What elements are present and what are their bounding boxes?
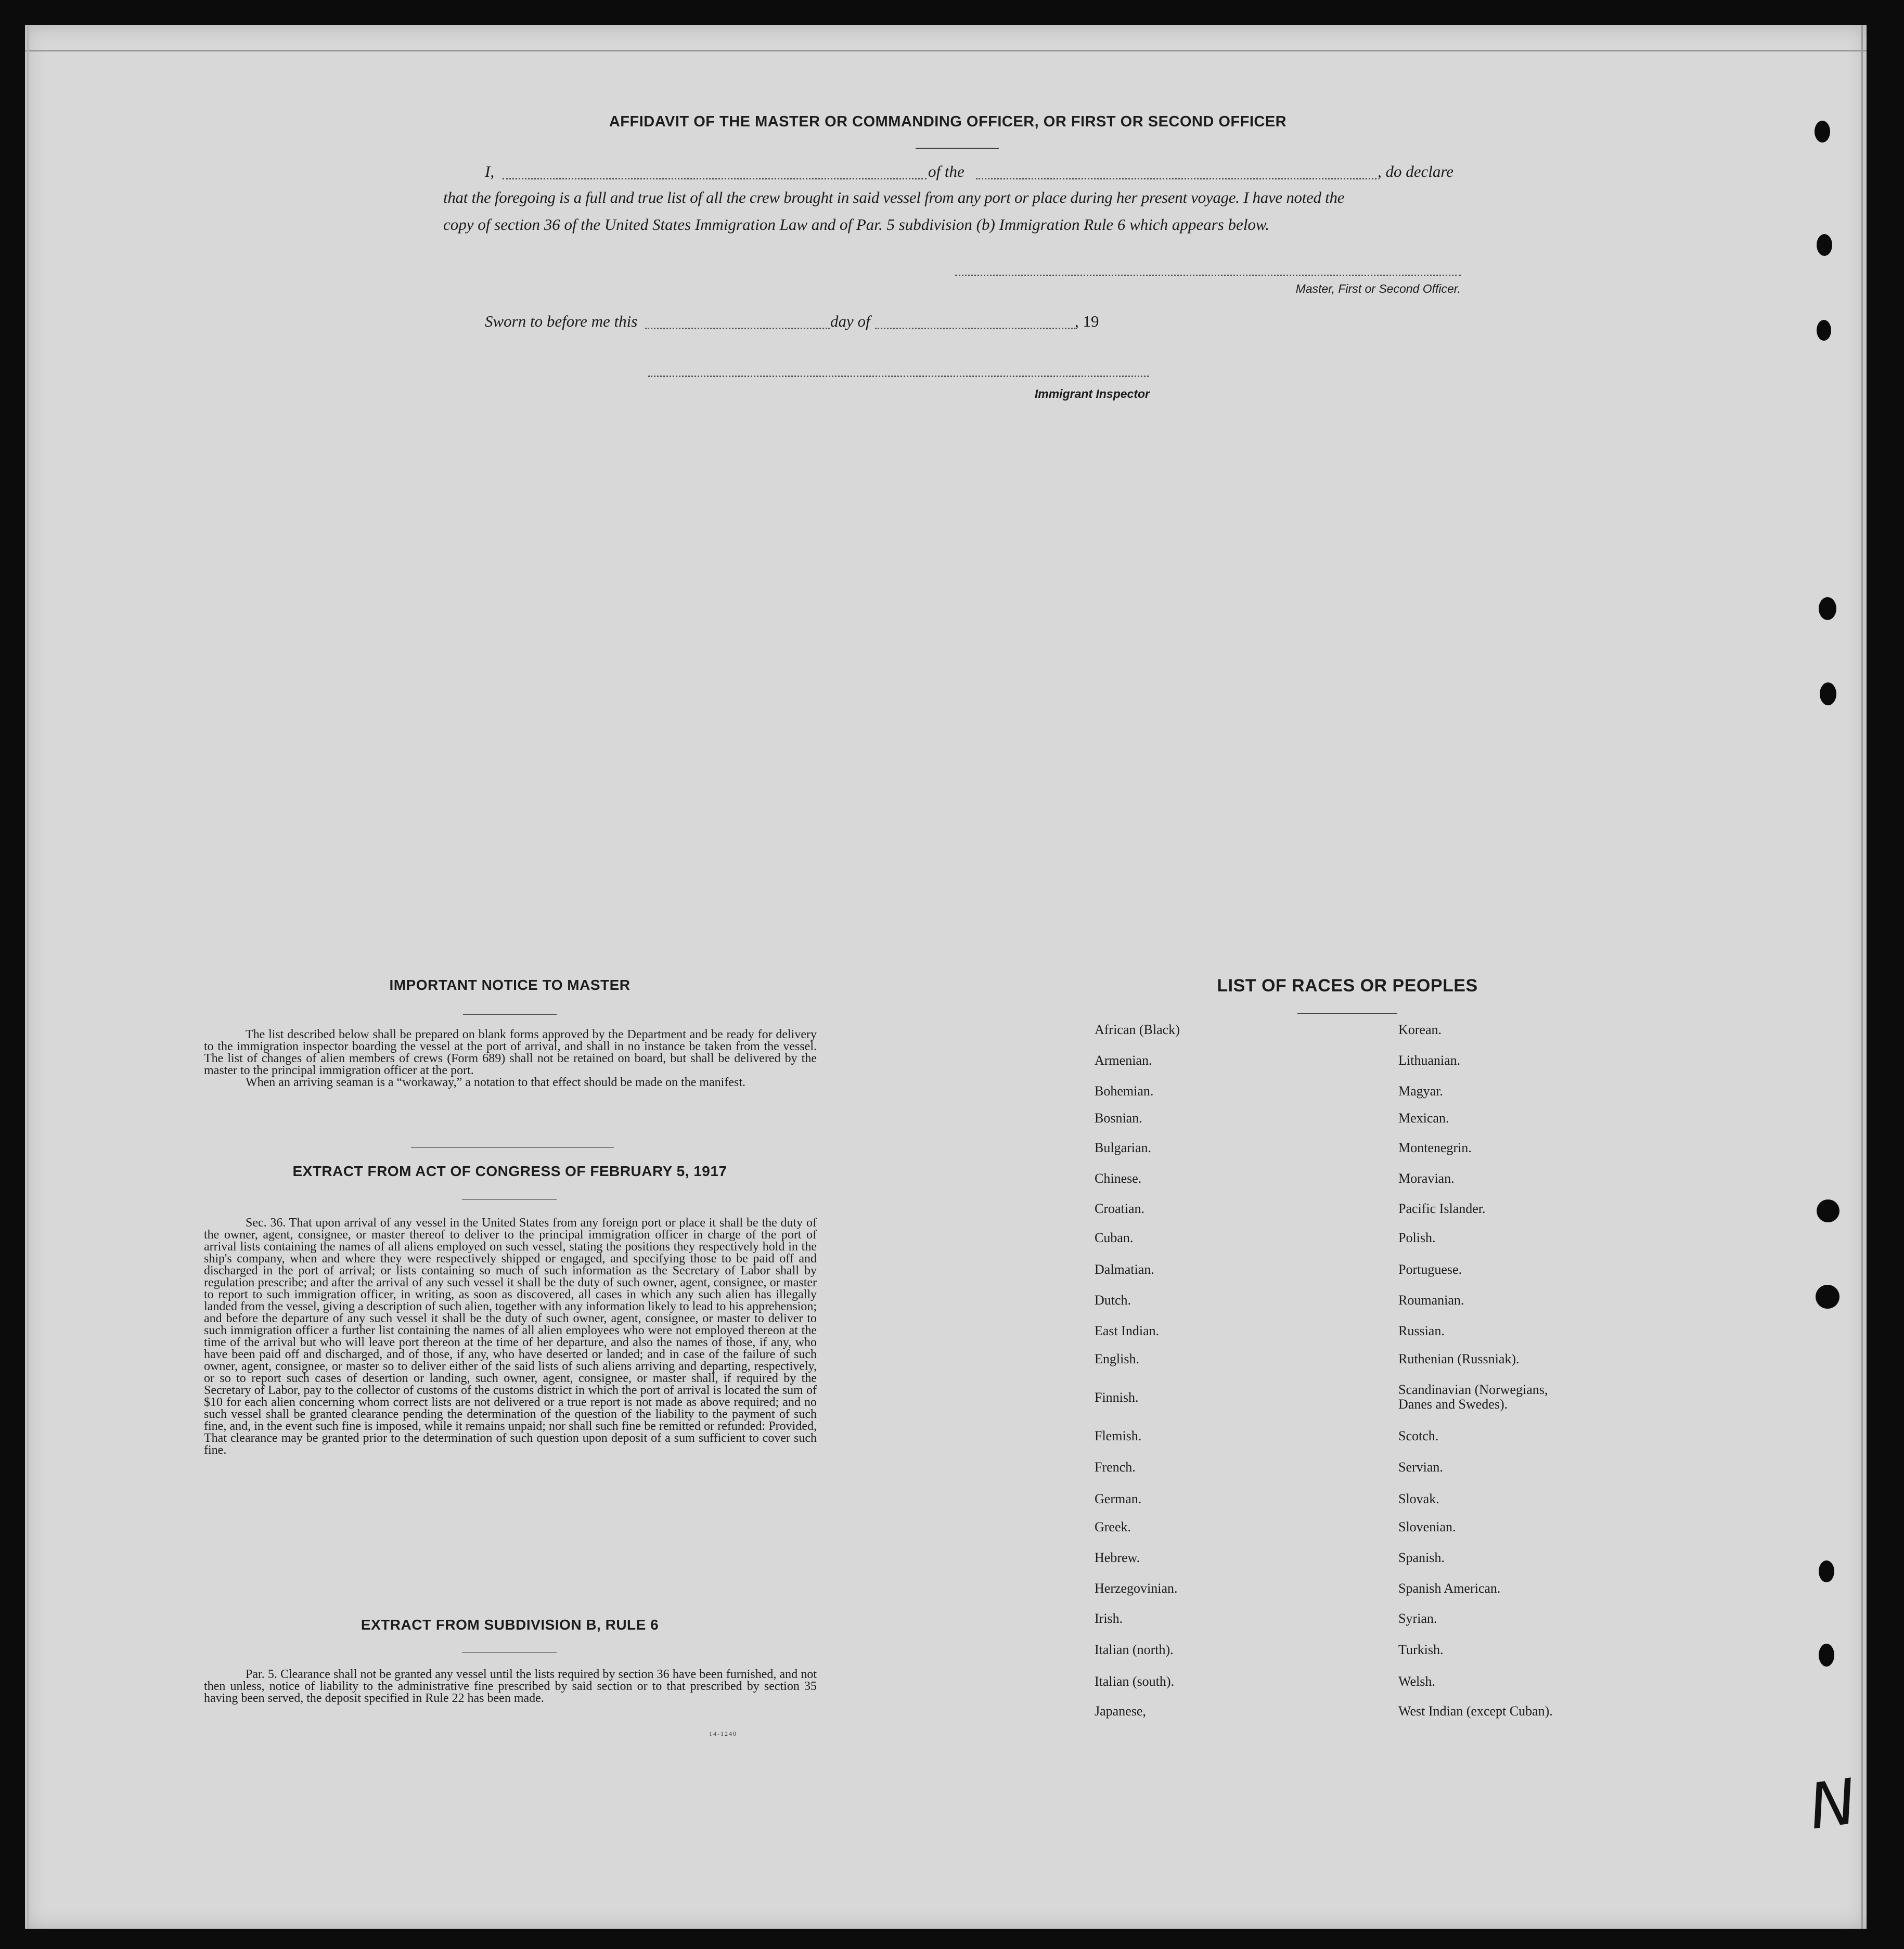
binder-hole <box>1817 234 1832 256</box>
rule-title: EXTRACT FROM SUBDIVISION B, RULE 6 <box>361 1617 659 1633</box>
race-item: Dalmatian. <box>1095 1262 1154 1277</box>
race-item: Greek. <box>1095 1519 1131 1534</box>
section-divider <box>411 1147 614 1148</box>
race-item: Hebrew. <box>1095 1550 1140 1565</box>
race-item: Scandinavian (Norwegians, Danes and Swedes). <box>1398 1382 1548 1412</box>
handwritten-mark: N <box>1804 1765 1861 1844</box>
master-signature-line[interactable] <box>955 275 1461 276</box>
races-title: LIST OF RACES OR PEOPLES <box>1217 976 1478 996</box>
race-item: Japanese, <box>1095 1703 1146 1719</box>
affidavit-title-rule <box>916 148 999 149</box>
document-page <box>25 25 1867 1929</box>
notice-title: IMPORTANT NOTICE TO MASTER <box>389 977 631 993</box>
race-item: Spanish. <box>1398 1550 1445 1565</box>
race-item: Chinese. <box>1095 1171 1142 1186</box>
page-edge-right <box>1861 25 1863 1929</box>
rule-paragraph: Par. 5. Clearance shall not be granted any vessel until the lists required by section 36 have been furnished, and not then unless, notice of liability to the administrative fine prescribed by said section or to that prescribed by section 35 having been served, the deposit specified in Rule 22 has been made. <box>204 1668 817 1705</box>
race-item: Pacific Islander. <box>1398 1201 1486 1216</box>
rule-title-rule <box>462 1652 557 1653</box>
race-item: Servian. <box>1398 1460 1443 1475</box>
race-item: Irish. <box>1095 1611 1123 1626</box>
race-item: Cuban. <box>1095 1230 1134 1245</box>
race-item: Italian (north). <box>1095 1642 1174 1657</box>
master-signature-caption: Master, First or Second Officer. <box>1295 282 1461 295</box>
sworn-day-blank[interactable] <box>645 328 830 329</box>
print-code: 14-1240 <box>709 1730 737 1737</box>
race-item: Finnish. <box>1095 1390 1139 1405</box>
race-item: Armenian. <box>1095 1053 1152 1068</box>
race-item: Bulgarian. <box>1095 1140 1152 1155</box>
binder-hole <box>1819 597 1836 620</box>
race-item: Spanish American. <box>1398 1581 1501 1596</box>
act-paragraph: Sec. 36. That upon arrival of any vessel in the United States from any foreign port or place it shall be the duty of the owner, agent, consignee, or master thereof to deliver to the principal immigration officer in charge of the port of arrival lists containing the names of all aliens employed on such vessel, stating the positions they respectively hold in the ship's company, when and where they were respectively shipped or engaged, and specifying those to be paid off and discharged in the port of arrival; or lists containing so much of such information as the Secretary of Labor shall by regulation prescribe; and after the arrival of any such vessel it shall be the duty of such owner, agent, consignee, or master to report to such immigration officer, in writing, as soon as discovered, all cases in which any such alien has illegally landed from the vessel, giving a description of such alien, together with any information likely to lead to his apprehension; and before the departure of any such vessel it shall be the duty of such owner, agent, consignee, or master to deliver to such immigration officer a further list containing the names of all alien employees who were not employed thereon at the time of the arrival but who will leave port thereon at the time of her departure, and also the names of those, if any, who have been paid off and discharged, and of those, if any, who have deserted or landed; and in case of the failure of such owner, agent, consignee, or master so to deliver either of the said lists of such aliens arriving and departing, respectively, or so to report such cases of desertion or landing, such owner, agent, consignee, or master shall, if required by the Secretary of Labor, pay to the collector of customs of the customs district in which the port of arrival is located the sum of $10 for each alien concerning whom correct lists are not delivered or a true report is not made as above required; and no such vessel shall be granted clearance pending the determination of the question of the liability to the payment of such fine, and, in the event such fine is imposed, while it remains unpaid; nor shall such fine be remitted or refunded: Provided, That clearance may be granted prior to the determination of such question upon deposit of a sum sufficient to cover such fine. <box>204 1216 817 1457</box>
year-label: , 19 <box>1075 312 1099 330</box>
binder-hole <box>1820 682 1836 705</box>
race-item: Roumanian. <box>1398 1293 1464 1308</box>
race-item: Syrian. <box>1398 1611 1437 1626</box>
race-item: Russian. <box>1398 1323 1445 1338</box>
page-edge-top <box>25 50 1867 51</box>
notice-body <box>204 1029 817 1089</box>
race-item: Magyar. <box>1398 1083 1443 1099</box>
notice-paragraph: The list described below shall be prepared on blank forms approved by the Department and be ready for delivery to the immigration inspector boarding the vessel at the port of arrival, and shall in no instance be taken from the vessel. The list of changes of alien members of crews (Form 689) shall not be retained on board, but shall be delivered by the master to the principal immigration officer at the port. <box>204 1028 817 1077</box>
race-item: Lithuanian. <box>1398 1053 1461 1068</box>
race-item: French. <box>1095 1460 1136 1475</box>
affidavit-of-the-label: of the <box>928 162 964 180</box>
race-item: Slovak. <box>1398 1491 1439 1506</box>
day-of-label: day of <box>830 312 870 330</box>
race-item: African (Black) <box>1095 1022 1180 1037</box>
binder-hole <box>1815 121 1830 143</box>
vessel-blank[interactable] <box>976 178 1376 179</box>
race-item: Turkish. <box>1398 1642 1444 1657</box>
race-item: Scotch. <box>1398 1428 1439 1443</box>
page-edge-left <box>27 25 29 1929</box>
sworn-label: Sworn to before me this <box>485 312 638 330</box>
race-item: Italian (south). <box>1095 1674 1175 1689</box>
sworn-month-blank[interactable] <box>875 328 1075 329</box>
affidavit-declare-label: , do declare <box>1378 162 1454 180</box>
binder-hole <box>1817 320 1831 341</box>
race-item: Croatian. <box>1095 1201 1145 1216</box>
rule-body <box>204 1669 817 1705</box>
inspector-signature-line[interactable] <box>648 376 1149 377</box>
race-item: Bohemian. <box>1095 1083 1154 1099</box>
race-item: Slovenian. <box>1398 1519 1456 1534</box>
races-title-rule <box>1297 1013 1397 1014</box>
race-item: Dutch. <box>1095 1293 1131 1308</box>
inspector-caption: Immigrant Inspector <box>1034 387 1150 401</box>
race-item: Polish. <box>1398 1230 1436 1245</box>
affidavit-body-line1: that the foregoing is a full and true list of all the crew brought in said vessel from any port or place during her present voyage. I have noted the <box>443 188 1345 206</box>
race-item: Mexican. <box>1398 1111 1449 1126</box>
race-item: Welsh. <box>1398 1674 1435 1689</box>
race-item: Portuguese. <box>1398 1262 1462 1277</box>
binder-hole <box>1819 1560 1834 1582</box>
race-item: Moravian. <box>1398 1171 1455 1186</box>
act-body <box>204 1217 817 1456</box>
race-item: English. <box>1095 1351 1139 1366</box>
affidavit-title: AFFIDAVIT OF THE MASTER OR COMMANDING OFFICER, OR FIRST OR SECOND OFFICER <box>609 113 1287 130</box>
affidavit-body-line2: copy of section 36 of the United States Immigration Law and of Par. 5 subdivision (b) Immigration Rule 6 which appears below. <box>443 215 1270 234</box>
race-item: Korean. <box>1398 1022 1442 1037</box>
binder-hole <box>1819 1644 1834 1667</box>
race-item: Montenegrin. <box>1398 1140 1472 1155</box>
notice-title-rule <box>463 1014 557 1015</box>
race-item: Flemish. <box>1095 1428 1142 1443</box>
race-item: West Indian (except Cuban). <box>1398 1703 1553 1719</box>
binder-hole <box>1816 1285 1839 1309</box>
affidavit-i-label: I, <box>485 162 495 180</box>
race-item: Bosnian. <box>1095 1111 1142 1126</box>
binder-hole <box>1817 1199 1839 1222</box>
name-blank[interactable] <box>503 178 927 179</box>
act-title: EXTRACT FROM ACT OF CONGRESS OF FEBRUARY 5, 1917 <box>292 1163 727 1179</box>
race-item: Ruthenian (Russniak). <box>1398 1351 1520 1366</box>
act-title-rule <box>462 1199 557 1200</box>
race-item: German. <box>1095 1491 1142 1506</box>
race-item: Herzegovinian. <box>1095 1581 1178 1596</box>
notice-paragraph: When an arriving seaman is a “workaway,” a notation to that effect should be made on the manifest. <box>246 1076 745 1089</box>
race-item: East Indian. <box>1095 1323 1160 1338</box>
